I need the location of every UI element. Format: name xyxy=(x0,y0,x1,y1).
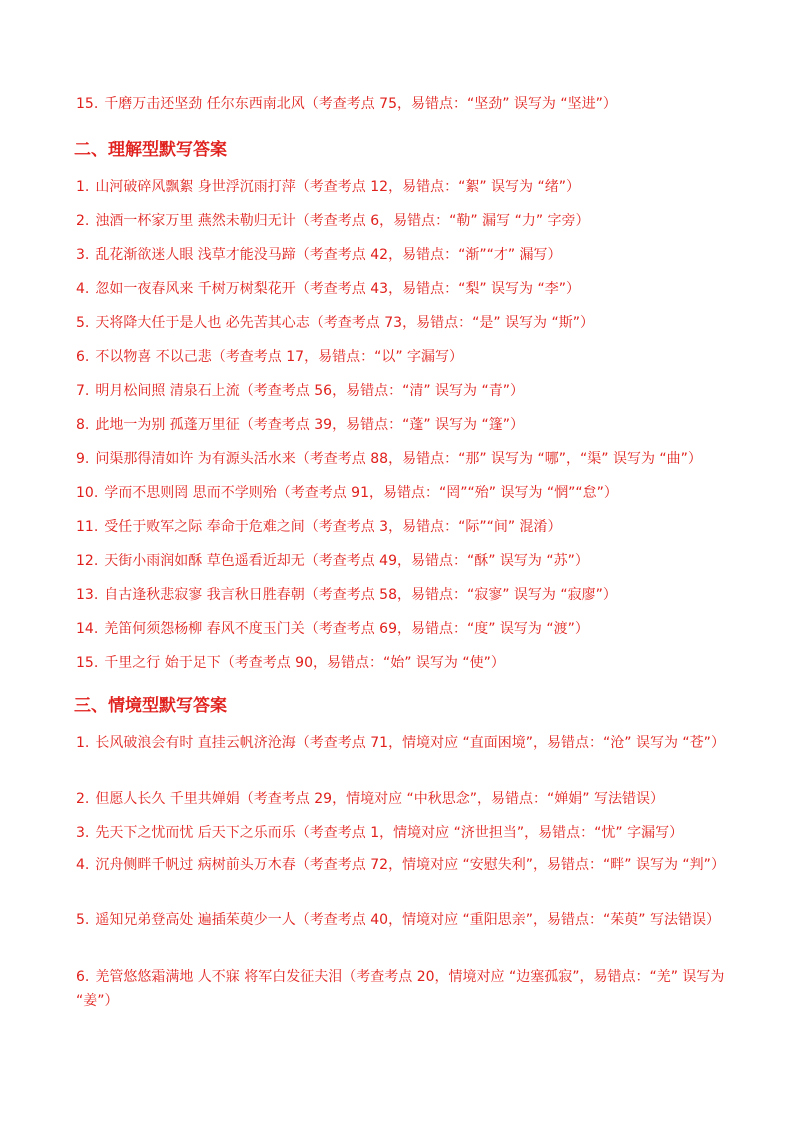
item-number: 5. xyxy=(76,912,90,928)
list-item xyxy=(76,209,731,233)
item-text: 千里之行 始于足下（考查考点 90，易错点：“始” 误写为 “使”） xyxy=(104,655,505,671)
list-item xyxy=(76,345,731,369)
item-number: 1. xyxy=(76,735,90,751)
list-item xyxy=(76,731,731,755)
list-item xyxy=(76,515,731,539)
list-item xyxy=(76,821,731,845)
item-text: 长风破浪会有时 直挂云帆济沧海（考查考点 71，情境对应 “直面困境”，易错点：“沧” 误写为 “苍”） xyxy=(95,735,725,751)
list-item xyxy=(76,965,731,1013)
list-item xyxy=(76,853,731,877)
item-number: 9. xyxy=(76,451,90,467)
item-number: 1. xyxy=(76,179,90,195)
item-number: 15. xyxy=(76,96,99,112)
item-text: 明月松间照 清泉石上流（考查考点 56，易错点：“清” 误写为 “青”） xyxy=(95,383,524,399)
item-text: 此地一为别 孤蓬万里征（考查考点 39，易错点：“蓬” 误写为 “篷”） xyxy=(95,417,524,433)
item-text: 羌管悠悠霜满地 人不寐 将军白发征夫泪（考查考点 20，情境对应 “边塞孤寂”，易错点：“羌” 误写为 “姜”） xyxy=(76,969,725,1009)
list-item xyxy=(76,651,731,675)
item-text: 羌笛何须怨杨柳 春风不度玉门关（考查考点 69，易错点：“度” 误写为 “渡”） xyxy=(104,621,589,637)
item-number: 13. xyxy=(76,587,99,603)
list-item xyxy=(76,583,731,607)
item-text: 但愿人长久 千里共婵娟（考查考点 29，情境对应 “中秋思念”，易错点：“婵娟” 写法错误） xyxy=(95,791,664,807)
list-item xyxy=(76,413,731,437)
item-number: 8. xyxy=(76,417,90,433)
item-number: 3. xyxy=(76,247,90,263)
section-heading-understanding: 二、理解型默写答案 xyxy=(74,140,227,160)
item-text: 学而不思则罔 思而不学则殆（考查考点 91，易错点：“罔”“殆” 误写为 “惘”“怠”） xyxy=(104,485,618,501)
item-text: 天将降大任于是人也 必先苦其心志（考查考点 73，易错点：“是” 误写为 “斯”） xyxy=(95,315,594,331)
item-number: 2. xyxy=(76,213,90,229)
item-text: 不以物喜 不以己悲（考查考点 17，易错点：“以” 字漏写） xyxy=(95,349,464,365)
item-text: 山河破碎风飘絮 身世浮沉雨打萍（考查考点 12，易错点：“絮” 误写为 “绪”） xyxy=(95,179,580,195)
list-item xyxy=(76,787,731,811)
item-number: 6. xyxy=(76,969,90,985)
item-text: 问渠那得清如许 为有源头活水来（考查考点 88，易错点：“那” 误写为 “哪”，“渠” 误写为 “曲”） xyxy=(95,451,702,467)
item-text: 遥知兄弟登高处 遍插茱萸少一人（考查考点 40，情境对应 “重阳思亲”，易错点：“茱萸” 写法错误） xyxy=(95,912,720,928)
list-item xyxy=(76,175,731,199)
list-item xyxy=(76,311,731,335)
list-item xyxy=(76,447,731,471)
list-item xyxy=(76,481,731,505)
item-text: 忽如一夜春风来 千树万树梨花开（考查考点 43，易错点：“梨” 误写为 “李”） xyxy=(95,281,580,297)
item-number: 5. xyxy=(76,315,90,331)
list-item xyxy=(76,277,731,301)
item-number: 15. xyxy=(76,655,99,671)
list-item xyxy=(76,92,731,116)
list-item xyxy=(76,908,731,932)
item-number: 4. xyxy=(76,281,90,297)
list-item xyxy=(76,617,731,641)
list-item xyxy=(76,243,731,267)
item-text: 先天下之忧而忧 后天下之乐而乐（考查考点 1，情境对应 “济世担当”，易错点：“忧” 字漏写） xyxy=(95,825,684,841)
item-number: 6. xyxy=(76,349,90,365)
item-number: 4. xyxy=(76,857,90,873)
item-number: 12. xyxy=(76,553,99,569)
item-number: 3. xyxy=(76,825,90,841)
item-text: 自古逢秋悲寂寥 我言秋日胜春朝（考查考点 58，易错点：“寂寥” 误写为 “寂廖”） xyxy=(104,587,617,603)
item-number: 2. xyxy=(76,791,90,807)
item-number: 11. xyxy=(76,519,99,535)
item-number: 10. xyxy=(76,485,99,501)
item-text: 受任于败军之际 奉命于危难之间（考查考点 3，易错点：“际”“间” 混淆） xyxy=(104,519,562,535)
item-text: 天街小雨润如酥 草色遥看近却无（考查考点 49，易错点：“酥” 误写为 “苏”） xyxy=(104,553,589,569)
item-text: 乱花渐欲迷人眼 浅草才能没马蹄（考查考点 42，易错点：“渐”“才” 漏写） xyxy=(95,247,562,263)
list-item xyxy=(76,549,731,573)
item-number: 14. xyxy=(76,621,99,637)
list-item xyxy=(76,379,731,403)
item-text: 沉舟侧畔千帆过 病树前头万木春（考查考点 72，情境对应 “安慰失利”，易错点：“畔” 误写为 “判”） xyxy=(95,857,725,873)
section-heading-situational: 三、情境型默写答案 xyxy=(74,696,227,716)
item-text: 千磨万击还坚劲 任尔东西南北风（考查考点 75，易错点：“坚劲” 误写为 “坚进”） xyxy=(104,96,617,112)
item-number: 7. xyxy=(76,383,90,399)
item-text: 浊酒一杯家万里 燕然未勒归无计（考查考点 6，易错点：“勒” 漏写 “力” 字旁） xyxy=(95,213,590,229)
